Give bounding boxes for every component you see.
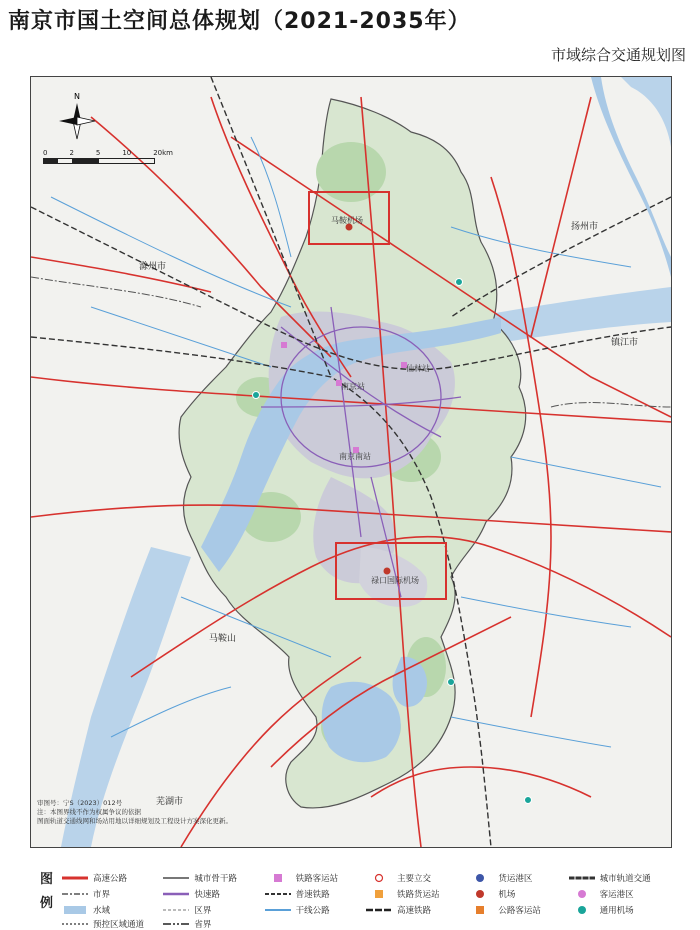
reserved-swatch-icon (62, 919, 88, 929)
rail-freight-swatch-icon (366, 889, 392, 899)
legend-item-label: 城市轨道交通 (599, 874, 651, 884)
scale-tick: 10 (122, 149, 132, 157)
airport-marker-lukou (384, 568, 391, 575)
approval-number: 审图号：宁S（2023）012号 (37, 799, 123, 807)
legend-item-label: 快速路 (194, 890, 220, 900)
legend-grid (62, 870, 666, 930)
legend-item-label: 干线公路 (295, 906, 330, 916)
legend-item-label: 预控区域通道 (93, 920, 145, 930)
north-arrow-icon (57, 91, 97, 141)
legend-item-cargo-port (467, 870, 564, 886)
place-label-zhenjiang: 镇江市 (611, 338, 639, 348)
rail-pass-swatch-icon (265, 873, 291, 883)
expressway-swatch-icon (62, 873, 88, 883)
legend-item-label: 公路客运站 (498, 906, 541, 916)
province-boundary-swatch-icon (163, 919, 189, 929)
legend-item-interchange (366, 870, 463, 886)
legend-item-fastway (163, 886, 260, 902)
legend-item-province-boundary (163, 918, 260, 930)
legend-item-label: 机场 (498, 890, 516, 900)
place-label-chuzhou: 滁州市 (139, 262, 167, 272)
legend-item-normal-rail (265, 886, 362, 902)
legend-item-label: 高速公路 (93, 874, 128, 884)
place-label-wuhu: 芜湖市 (156, 797, 184, 807)
legend-item-label: 省界 (194, 920, 212, 930)
general-airport-marker (253, 392, 260, 399)
legend-item-label: 高速铁路 (397, 906, 432, 916)
place-label-airport-north: 马鞍机场 (331, 216, 363, 225)
legend-item-label: 客运港区 (599, 890, 634, 900)
trunk-swatch-icon (163, 873, 189, 883)
hsr-swatch-icon (366, 905, 392, 915)
scale-tick: 2 (69, 149, 74, 157)
map-svg (31, 77, 671, 847)
normal-rail-swatch-icon (265, 889, 291, 899)
legend-item-city-boundary (62, 886, 159, 902)
legend-item-bus-station (467, 902, 564, 918)
scale-tick: 0 (43, 149, 48, 157)
airport-swatch-icon (467, 889, 493, 899)
legend-item-label: 水域 (93, 906, 111, 916)
arterial-swatch-icon (265, 905, 291, 915)
place-label-nanjing-station: 南京站 (341, 382, 365, 391)
approval-note (37, 799, 297, 826)
place-label-airport-lukou: 禄口国际机场 (371, 576, 419, 585)
legend-item-water (62, 902, 159, 918)
scale-bar (43, 149, 173, 169)
fastway-swatch-icon (163, 889, 189, 899)
general-airport-marker (448, 679, 455, 686)
scale-tick: 5 (95, 149, 101, 157)
bus-station-swatch-icon (467, 905, 493, 915)
legend-item-label: 通用机场 (599, 906, 634, 916)
legend-item-expressway (62, 870, 159, 886)
legend-item-hsr (366, 902, 463, 918)
legend-item-label: 区界 (194, 906, 212, 916)
place-label-nanjing-south: 南京南站 (339, 452, 371, 461)
district-boundary-swatch-icon (163, 905, 189, 915)
legend-item-label: 铁路客运站 (295, 874, 339, 884)
scale-tick: 20km (153, 149, 173, 157)
legend-item-airport (467, 886, 564, 902)
legend-item-metro (569, 870, 666, 886)
general-airport-marker (525, 797, 532, 804)
legend-item-label: 货运港区 (498, 874, 533, 884)
general-airport-swatch-icon (569, 905, 595, 915)
map-title: 南京市国土空间总体规划（2021-2035年） (8, 9, 471, 34)
legend-item-reserved (62, 918, 159, 930)
place-label-yangzhou: 扬州市 (571, 222, 599, 232)
legend (30, 866, 670, 930)
place-label-xianlin: 仙林站 (406, 364, 430, 373)
pass-port-swatch-icon (569, 889, 595, 899)
legend-item-district-boundary (163, 902, 260, 918)
legend-item-label: 城市骨干路 (194, 874, 237, 884)
map-subtitle: 市域综合交通规划图 (550, 46, 686, 64)
legend-item-label: 普速铁路 (295, 890, 330, 900)
map-canvas[interactable] (30, 76, 672, 848)
legend-item-rail-freight (366, 886, 463, 902)
legend-item-arterial (265, 902, 362, 918)
legend-item-label: 铁路货运站 (397, 890, 440, 900)
north-letter: N (74, 92, 80, 101)
city-boundary-swatch-icon (62, 889, 88, 899)
metro-swatch-icon (569, 873, 595, 883)
rail-station-marker (281, 342, 287, 348)
legend-item-general-airport (569, 902, 666, 918)
cargo-port-swatch-icon (467, 873, 493, 883)
approval-note-1: 注：本图界线不作为权属争议的依据 (37, 808, 141, 816)
legend-item-label: 主要立交 (397, 874, 432, 884)
approval-note-2: 图面轨道交通线网和场站用地以详细规划及工程设计方案深化更新。 (37, 817, 232, 825)
legend-item-rail-pass (265, 870, 362, 886)
legend-heading: 图例 (40, 872, 54, 911)
interchange-swatch-icon (366, 873, 392, 883)
water-swatch-icon (62, 905, 88, 915)
legend-item-label: 市界 (93, 890, 111, 900)
general-airport-marker (456, 279, 463, 286)
place-label-maan: 马鞍山 (209, 634, 237, 644)
legend-item-pass-port (569, 886, 666, 902)
legend-item-trunk (163, 870, 260, 886)
